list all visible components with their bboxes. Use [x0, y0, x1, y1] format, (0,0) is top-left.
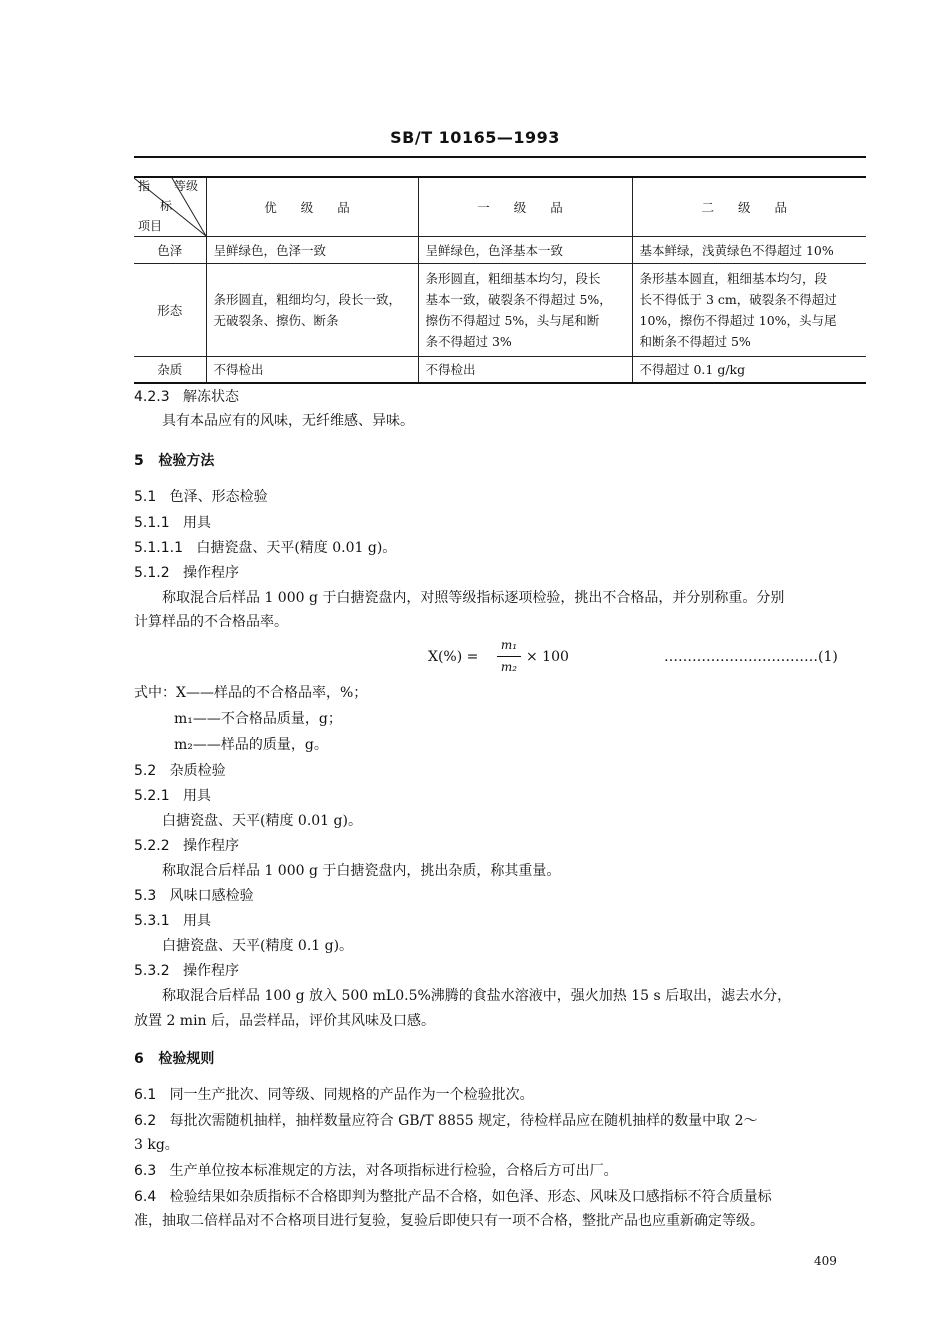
section-number: 6.1: [134, 1087, 157, 1103]
paragraph: 白搪瓷盘、天平(精度 0.1 g)。: [162, 938, 354, 954]
section-title: 检验规则: [158, 1051, 215, 1067]
where-prefix: 式中：: [134, 685, 176, 701]
cell-line: 基本一致，破裂条不得超过 5%，: [425, 292, 612, 307]
section-text: 同一生产批次、同等级、同规格的产品作为一个检验批次。: [169, 1087, 534, 1103]
diagonal-corner-cell: [134, 177, 206, 237]
section-number: 5.2.2: [134, 838, 170, 854]
column-header-premium: 优 级 品: [206, 177, 418, 237]
formula-rhs: × 100: [526, 649, 569, 665]
corner-label-grade: 等级: [174, 179, 199, 193]
section-number: 6.2: [134, 1113, 157, 1129]
section-title: 杂质检验: [169, 763, 226, 779]
table-row-shape: [134, 264, 866, 357]
section-number: 5.1: [134, 489, 157, 505]
table-cell: 呈鲜绿色，色泽基本一致: [418, 237, 632, 264]
section-title: 用具: [182, 913, 211, 929]
cell-line: 长不得低于 3 cm，破裂条不得超过: [639, 292, 837, 307]
paragraph: 称取混合后样品 100 g 放入 500 mL0.5%沸腾的食盐水溶液中，强火加热 15 s 后取出，滤去水分，: [162, 988, 792, 1004]
section-5-1-1-heading: [134, 514, 211, 532]
section-5-1-heading: [134, 488, 268, 506]
section-text: 白搪瓷盘、天平(精度 0.01 g)。: [196, 540, 397, 556]
cell-line: 和断条不得超过 5%: [639, 334, 751, 349]
section-number: 5.1.1.1: [134, 540, 183, 556]
standard-header-title: SB/T 10165—1993: [390, 128, 560, 147]
section-number: 5.3: [134, 888, 157, 904]
table-cell: 不得检出: [206, 357, 418, 384]
cell-line: 无破裂条、擦伤、断条: [213, 313, 339, 328]
paragraph: 计算样品的不合格品率。: [134, 614, 288, 630]
page-number: 409: [814, 1254, 837, 1268]
section-title: 操作程序: [182, 565, 239, 581]
table-cell: 不得超过 0.1 g/kg: [632, 357, 866, 384]
section-6-4: [134, 1188, 772, 1206]
where-x: [134, 684, 367, 702]
section-6-2: [134, 1112, 758, 1130]
section-text: 检验结果如杂质指标不合格即判为整批产品不合格，如色泽、形态、风味及口感指标不符合质量标: [169, 1189, 772, 1205]
table-row-color: [134, 237, 866, 264]
column-header-first-grade: 一 级 品: [418, 177, 632, 237]
table-cell: [206, 264, 418, 357]
paragraph: 白搪瓷盘、天平(精度 0.01 g)。: [162, 813, 362, 829]
section-5-3-2-heading: [134, 962, 239, 980]
section-number: 4.2.3: [134, 389, 170, 405]
table-cell: 呈鲜绿色，色泽一致: [206, 237, 418, 264]
section-5-3-heading: [134, 887, 254, 905]
paragraph: 3 kg。: [134, 1137, 179, 1153]
section-5-1-2-heading: [134, 564, 239, 582]
section-number: 5.3.1: [134, 913, 170, 929]
section-text: 生产单位按本标准规定的方法，对各项指标进行检验，合格后方可出厂。: [169, 1163, 618, 1179]
formula-numerator: m₁: [500, 638, 518, 652]
section-6-1: [134, 1086, 534, 1104]
section-number: 5.2: [134, 763, 157, 779]
cell-line: 条形基本圆直，粗细基本均匀，段: [639, 271, 828, 286]
section-5-2-2-heading: [134, 837, 239, 855]
cell-line: 条形圆直，粗细基本均匀，段长: [425, 271, 601, 286]
header-rule: [134, 156, 866, 158]
formula-reference: ……………………………(1): [664, 649, 838, 665]
section-text: 每批次需随机抽样，抽样数量应符合 GB/T 8855 规定，待检样品应在随机抽样的数量中取 2～: [169, 1113, 758, 1129]
cell-line: 擦伤不得超过 5%，头与尾和断: [425, 313, 600, 328]
section-number: 5.2.1: [134, 788, 170, 804]
section-number: 5: [134, 453, 144, 469]
section-5-3-1-heading: [134, 912, 211, 930]
formula-lhs: X(%) =: [428, 649, 479, 665]
formula-denominator: m₂: [500, 660, 518, 674]
corner-label-item: 项目: [138, 219, 163, 233]
where-m2: m₂——样品的质量，g。: [174, 737, 328, 753]
paragraph: 准，抽取二倍样品对不合格项目进行复验，复验后即使只有一项不合格，整批产品也应重新确定等级。: [134, 1213, 764, 1229]
section-title: 操作程序: [182, 963, 239, 979]
table-cell: 基本鲜绿，浅黄绿色不得超过 10%: [632, 237, 866, 264]
section-number: 5.1.2: [134, 565, 170, 581]
section-title: 风味口感检验: [169, 888, 254, 904]
section-title: 检验方法: [158, 453, 215, 469]
section-number: 6.3: [134, 1163, 157, 1179]
section-5-1-1-1: [134, 539, 396, 557]
where-x-text: X——样品的不合格品率，%；: [176, 685, 368, 701]
section-6-3: [134, 1162, 618, 1180]
table-cell: [632, 264, 866, 357]
row-label-shape: 形态: [134, 264, 206, 357]
section-title: 色泽、形态检验: [169, 489, 268, 505]
section-number: 6: [134, 1051, 144, 1067]
paragraph: 具有本品应有的风味，无纤维感、异味。: [162, 413, 414, 429]
paragraph: 称取混合后样品 1 000 g 于白搪瓷盘内，对照等级指标逐项检验，挑出不合格品，并分别称重。分别: [162, 590, 785, 606]
section-title: 用具: [182, 515, 211, 531]
section-title: 操作程序: [182, 838, 239, 854]
grade-requirements-table: [134, 176, 866, 384]
paragraph: 称取混合后样品 1 000 g 于白搪瓷盘内，挑出杂质，称其重量。: [162, 863, 561, 879]
section-number: 5.1.1: [134, 515, 170, 531]
section-5-2-1-heading: [134, 787, 211, 805]
column-header-second-grade: 二 级 品: [632, 177, 866, 237]
row-label-impurity: 杂质: [134, 357, 206, 384]
section-4-2-3-heading: [134, 388, 239, 406]
section-number: 6.4: [134, 1189, 157, 1205]
section-5-2-heading: [134, 762, 226, 780]
section-number: 5.3.2: [134, 963, 170, 979]
cell-line: 条不得超过 3%: [425, 334, 512, 349]
table-row-impurity: [134, 357, 866, 384]
cell-line: 条形圆直，粗细均匀，段长一致，: [213, 292, 402, 307]
corner-label-index: 指: [138, 179, 151, 193]
where-m1: m₁——不合格品质量，g；: [174, 711, 342, 727]
corner-label-mark: 标: [160, 199, 173, 213]
paragraph: 放置 2 min 后，品尝样品，评价其风味及口感。: [134, 1013, 436, 1029]
section-title: 用具: [182, 788, 211, 804]
section-6-heading: [134, 1050, 214, 1068]
fraction-bar: [497, 656, 521, 657]
table-cell: [418, 264, 632, 357]
cell-line: 10%，擦伤不得超过 10%，头与尾: [639, 313, 837, 328]
section-5-heading: [134, 452, 214, 470]
section-title: 解冻状态: [182, 389, 239, 405]
table-cell: 不得检出: [418, 357, 632, 384]
table-header-row: [134, 177, 866, 237]
row-label-color: 色泽: [134, 237, 206, 264]
